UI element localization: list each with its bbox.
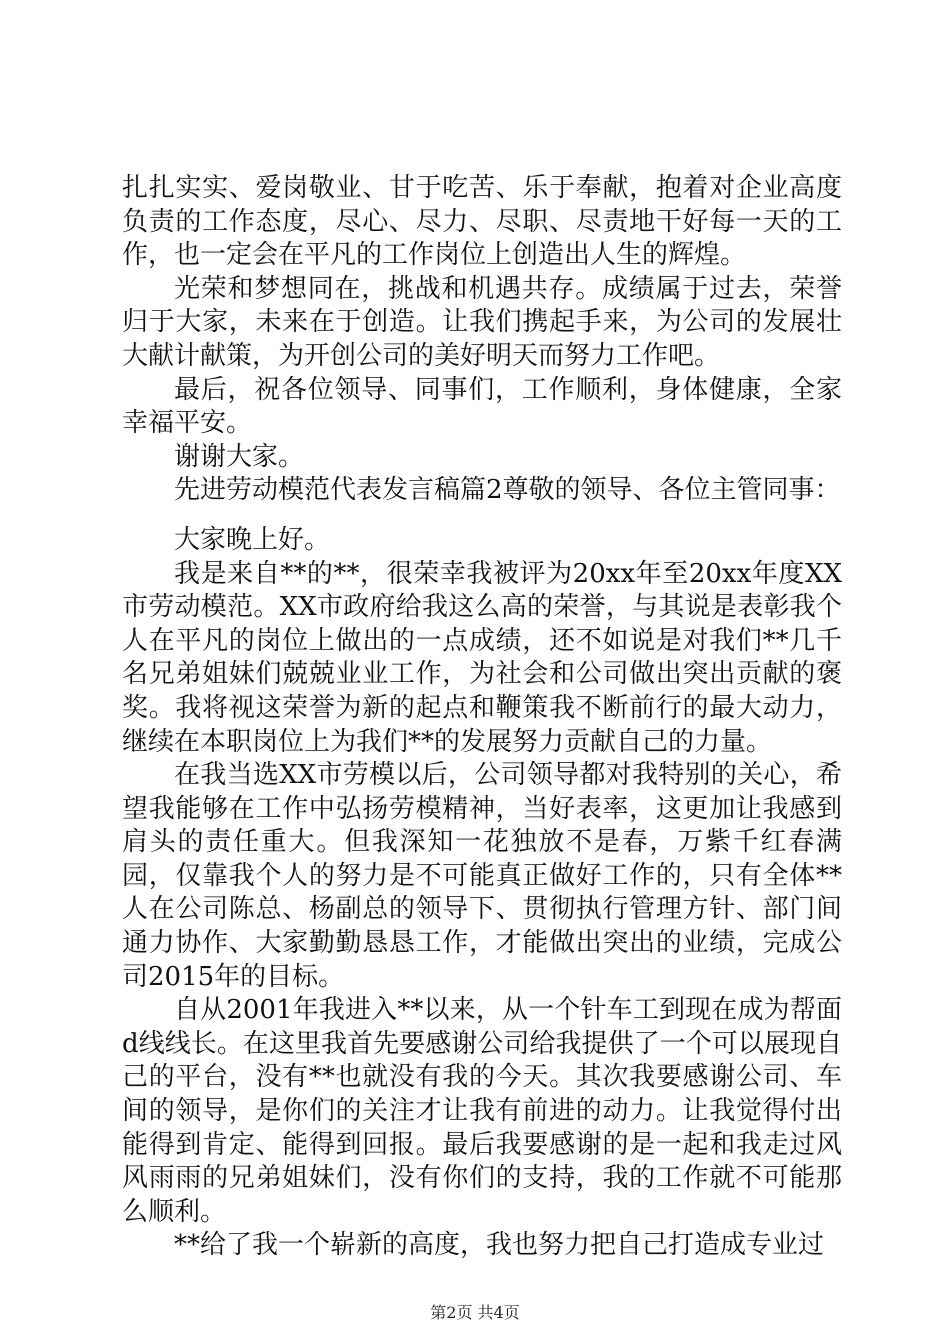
document-body — [122, 172, 842, 1263]
paragraph-thanks: 谢谢大家。 — [174, 441, 305, 472]
paragraph-glory-and-dreams: 光荣和梦想同在，挑战和机遇共存。成绩属于过去，荣誉归于大家，未来在于创造。让我们携起手来，为公司的发展壮大献计献策，为开创公司的美好明天而努力工作吧。 — [122, 273, 842, 371]
speech-2-heading: 先进劳动模范代表发言稿篇2尊敬的领导、各位主管同事： — [174, 475, 841, 506]
paragraph-greeting: 大家晚上好。 — [174, 524, 331, 555]
paragraph-responsibility: 在我当选XX市劳模以后，公司领导都对我特别的关心，希望我能够在工作中弘扬劳模精神，当好表率，这更加让我感到肩头的责任重大。但我深知一花独放不是春，万紫千红春满园，仅靠我个人的努力是不可能真正做好工作的，只有全体**人在公司陈总、杨副总的领导下、贯彻执行管理方针、部门间通力协作、大家勤勤恳恳工作，才能做出突出的业绩，完成公司2015年的目标。 — [122, 760, 842, 992]
paragraph-new-height: **给了我一个崭新的高度，我也努力把自己打造成专业过 — [174, 1230, 825, 1261]
paragraph-closing-wishes: 最后，祝各位领导、同事们，工作顺利，身体健康，全家幸福平安。 — [122, 374, 842, 439]
paragraph-continuation: 扎扎实实、爱岗敬业、甘于吃苦、乐于奉献，抱着对企业高度负责的工作态度，尽心、尽力、尽职、尽责地干好每一天的工作，也一定会在平凡的工作岗位上创造出人生的辉煌。 — [122, 173, 842, 271]
paragraph-gap — [122, 508, 842, 524]
paragraph-introduction: 我是来自**的**，很荣幸我被评为20xx年至20xx年度XX市劳动模范。XX市政府给我这么高的荣誉，与其说是表彰我个人在平凡的岗位上做出的一点成绩，还不如说是对我们**几千名兄弟姐妹们兢兢业业工作，为社会和公司做出突出贡献的褒奖。我将视这荣誉为新的起点和鞭策我不断前行的最大动力，继续在本职岗位上为我们**的发展努力贡献自己的力量。 — [122, 558, 842, 757]
page-number-footer: 第2页 共4页 — [430, 1303, 520, 1322]
paragraph-gratitude: 自从2001年我进入**以来，从一个针车工到现在成为帮面d线线长。在这里我首先要感谢公司给我提供了一个可以展现自己的平台，没有**也就没有我的今天。其次我要感谢公司、车间的领导，是你们的关注才让我有前进的动力。让我觉得付出能得到肯定、能得到回报。最后我要感谢的是一起和我走过风风雨雨的兄弟姐妹们，没有你们的支持，我的工作就不可能那么顺利。 — [122, 995, 842, 1227]
